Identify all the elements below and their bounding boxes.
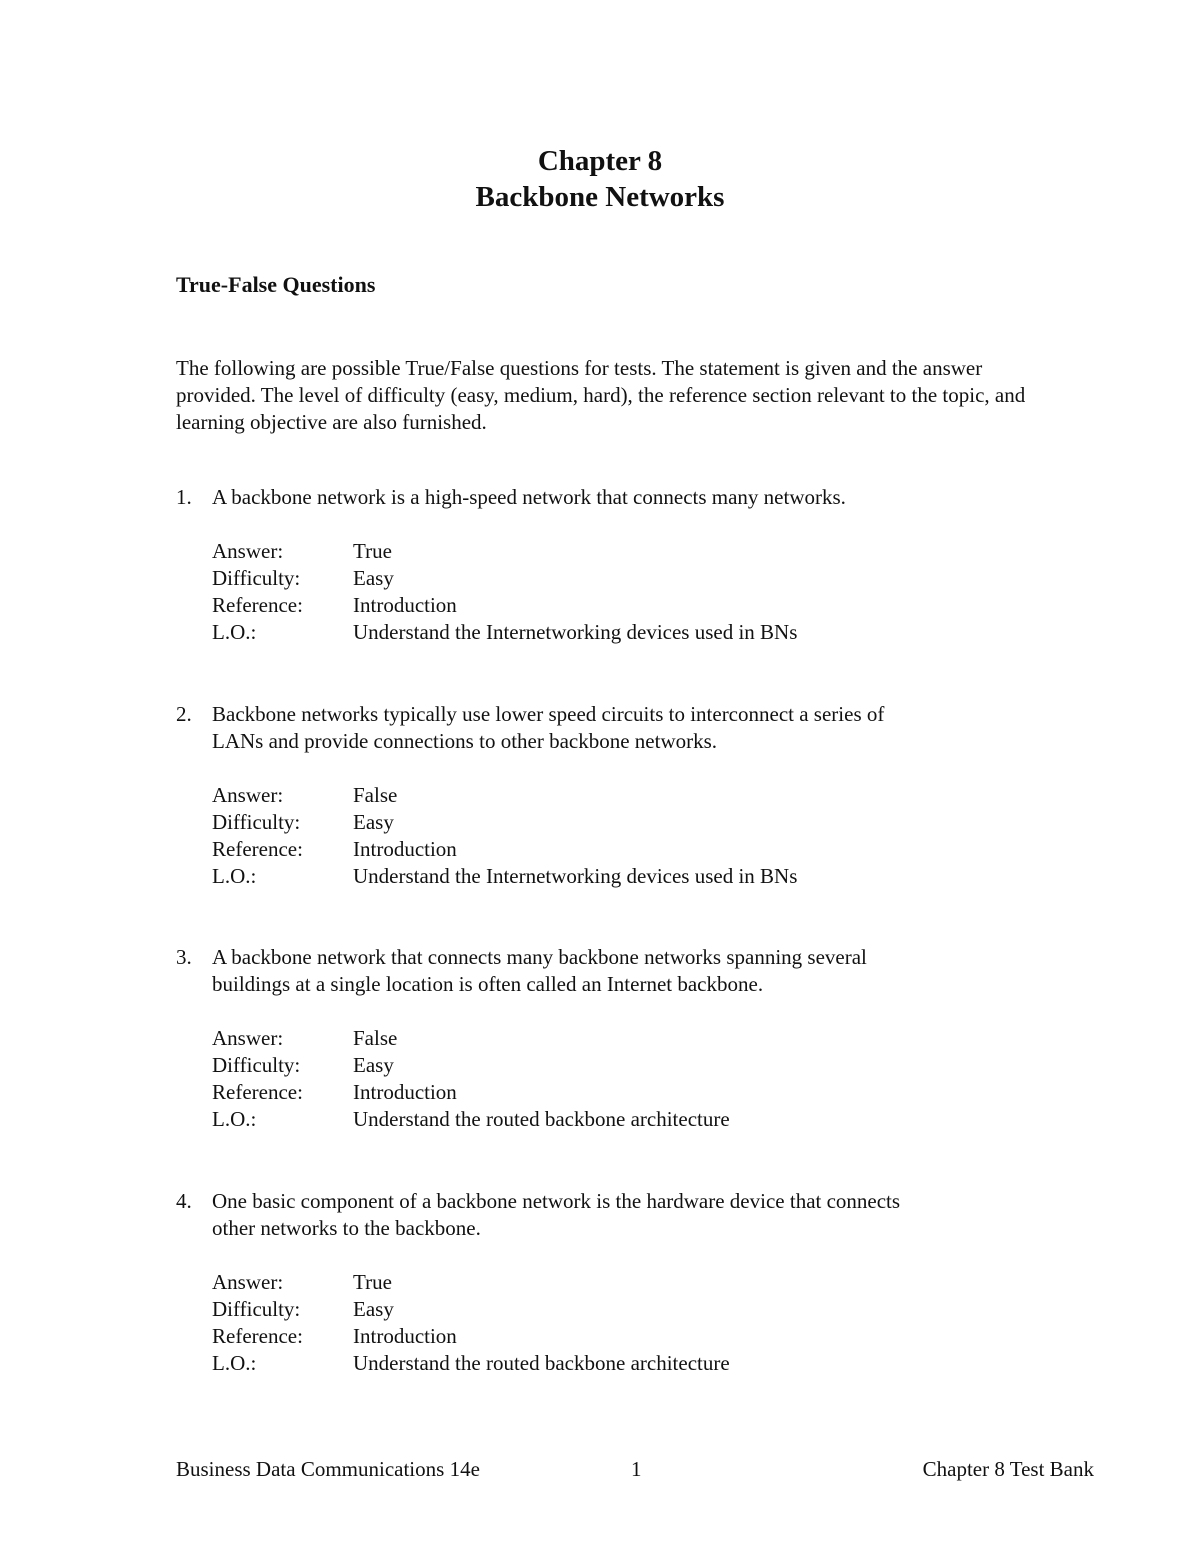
lo-value: Understand the Internetworking devices used in BNs xyxy=(353,864,798,888)
lo-label: L.O.: xyxy=(212,620,257,644)
lo-label: L.O.: xyxy=(212,1107,257,1131)
question-number: 2. xyxy=(176,702,192,726)
answer-value: False xyxy=(353,1026,398,1050)
answer-label: Answer: xyxy=(212,783,284,807)
difficulty-value: Easy xyxy=(353,1297,394,1321)
question-meta xyxy=(212,538,1036,646)
question-text-line: buildings at a single location is often called an Internet backbone. xyxy=(212,972,764,996)
reference-value: Introduction xyxy=(353,837,457,861)
lo-value: Understand the routed backbone architecture xyxy=(353,1351,730,1375)
question-text-line: Backbone networks typically use lower speed circuits to interconnect a series of xyxy=(212,702,885,726)
answer-value: False xyxy=(353,783,398,807)
reference-value: Introduction xyxy=(353,1080,457,1104)
difficulty-label: Difficulty: xyxy=(212,566,301,590)
lo-label: L.O.: xyxy=(212,864,257,888)
reference-value: Introduction xyxy=(353,593,457,617)
difficulty-label: Difficulty: xyxy=(212,1297,301,1321)
chapter-title: Backbone Networks xyxy=(475,181,725,213)
question-2 xyxy=(176,701,1036,890)
question-text-line: One basic component of a backbone network is the hardware device that connects xyxy=(212,1189,901,1213)
question-4 xyxy=(176,1188,1036,1377)
difficulty-label: Difficulty: xyxy=(212,1053,301,1077)
answer-label: Answer: xyxy=(212,1026,284,1050)
reference-label: Reference: xyxy=(212,1324,303,1348)
chapter-number: Chapter 8 xyxy=(537,145,663,177)
question-1 xyxy=(176,484,1036,646)
footer-chapter-label: Chapter 8 Test Bank xyxy=(922,1457,1094,1481)
lo-value: Understand the routed backbone architecture xyxy=(353,1107,730,1131)
footer-page-number: 1 xyxy=(631,1457,642,1481)
question-text-line: LANs and provide connections to other backbone networks. xyxy=(212,729,718,753)
difficulty-value: Easy xyxy=(353,566,394,590)
question-text-line: A backbone network is a high-speed network that connects many networks. xyxy=(212,485,846,509)
footer-book-title: Business Data Communications 14e xyxy=(176,1457,480,1481)
answer-value: True xyxy=(353,539,392,563)
difficulty-value: Easy xyxy=(353,1053,394,1077)
reference-label: Reference: xyxy=(212,593,303,617)
question-3 xyxy=(176,944,1036,1133)
question-text-line: other networks to the backbone. xyxy=(212,1216,481,1240)
difficulty-label: Difficulty: xyxy=(212,810,301,834)
answer-label: Answer: xyxy=(212,1270,284,1294)
question-meta xyxy=(212,1269,1036,1377)
reference-value: Introduction xyxy=(353,1324,457,1348)
reference-label: Reference: xyxy=(212,837,303,861)
lo-label: L.O.: xyxy=(212,1351,257,1375)
section-title: True-False Questions xyxy=(176,272,376,297)
question-text-line: A backbone network that connects many backbone networks spanning several xyxy=(212,945,867,969)
page-footer xyxy=(176,1456,1094,1483)
section-intro xyxy=(176,355,1036,436)
answer-label: Answer: xyxy=(212,539,284,563)
answer-value: True xyxy=(353,1270,392,1294)
intro-paragraph: The following are possible True/False questions for tests. The statement is given and the answer provided. The level of difficulty (easy, medium, hard), the reference section relevant to the topic, and learning objective are also furnished. xyxy=(176,356,1026,434)
chapter-heading xyxy=(0,143,1200,215)
difficulty-value: Easy xyxy=(353,810,394,834)
question-meta xyxy=(212,782,1036,890)
question-number: 1. xyxy=(176,485,192,509)
question-number: 3. xyxy=(176,945,192,969)
reference-label: Reference: xyxy=(212,1080,303,1104)
question-meta xyxy=(212,1025,1036,1133)
question-number: 4. xyxy=(176,1189,192,1213)
lo-value: Understand the Internetworking devices used in BNs xyxy=(353,620,798,644)
